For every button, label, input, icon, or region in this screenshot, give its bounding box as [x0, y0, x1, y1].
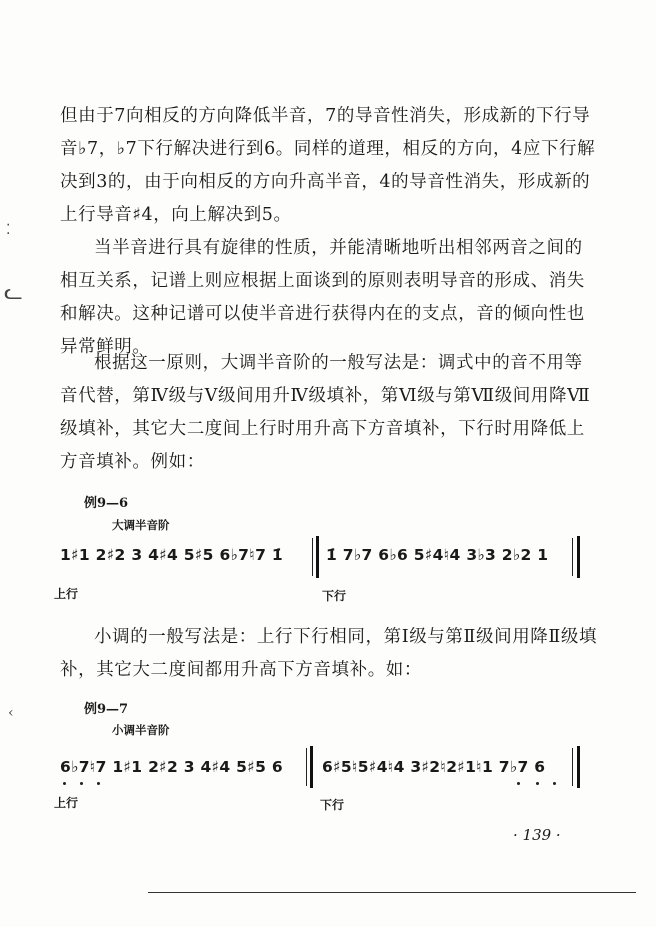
example-2-subtitle: 小调半音阶 — [112, 723, 170, 737]
paragraph-2: 当半音进行具有旋律的性质，并能清晰地听出相邻两音之间的相互关系，记谱上则应根据上面谈到的原则表明导音的形成、消失和解决。这种记谱可以使半音进行获得内在的支点，音的倾向性也异常鲜明。 — [60, 238, 585, 357]
scan-mark: ᓚ — [4, 280, 23, 305]
low-octave-dot — [80, 782, 83, 785]
paragraph-4: 小调的一般写法是：上行下行相同，第Ⅰ级与第Ⅱ级间用降Ⅱ级填补，其它大二度间都用升高下方音填补。如： — [60, 627, 598, 680]
example-1-ascending-notes: 1♯1 2♯2 3 4♯4 5♯5 6♭7♮7 1̇ — [60, 546, 283, 564]
example-2-final-bar-thick — [577, 746, 580, 788]
example-1-double-bar-thin — [312, 538, 313, 576]
example-1-final-bar-thick — [577, 536, 580, 578]
paragraph-1: 但由于7向相反的方向降低半音，7的导音性消失，形成新的下行导音♭7，♭7下行解决进行到6。同样的道理，相反的方向，4应下行解决到3的，由于向相反的方向升高半音，4的导音性消失，形成新的上行导音♯4，向上解决到5。 — [60, 106, 596, 225]
page-number: · 139 · — [513, 826, 561, 844]
low-octave-dot — [517, 782, 520, 785]
example-2-final-bar-thin — [572, 748, 573, 786]
example-1-ascending-label: 上行 — [54, 587, 79, 601]
example-2-ascending-notes: 6♭7♮7 1♯1 2♯2 3 4♯4 5♯5 6 — [60, 758, 283, 776]
example-2-descending-notes: 6♯5♮5♯4♮4 3♯2♮2♯1♮1 7♭7 6 — [322, 758, 546, 776]
low-octave-dot — [63, 782, 66, 785]
example-1-label: 例9—6 — [84, 496, 129, 511]
bottom-rule — [148, 892, 636, 893]
example-2-double-bar-thick — [310, 746, 313, 788]
scan-mark: ⁚ — [6, 222, 11, 238]
example-2-ascending-label: 上行 — [54, 796, 79, 810]
low-octave-dot — [553, 782, 556, 785]
paragraph-3: 根据这一原则，大调半音阶的一般写法是：调式中的音不用等音代替，第Ⅳ级与Ⅴ级间用升Ⅳ级填补，第Ⅵ级与第Ⅶ级间用降Ⅶ级填补，其它大二度间上行时用升高下方音填补，下行时用降低上方音填补。例如： — [60, 353, 591, 472]
example-2-double-bar-thin — [306, 748, 307, 786]
scan-mark: ‹ — [8, 705, 14, 721]
example-1-subtitle: 大调半音阶 — [112, 518, 170, 532]
low-octave-dot — [97, 782, 100, 785]
example-2-label: 例9—7 — [84, 702, 129, 717]
example-1-descending-notes: 1̇ 7♭7 6♭6 5♯4♮4 3♭3 2♭2 1 — [326, 546, 549, 564]
example-1-double-bar-thick — [316, 536, 319, 578]
low-octave-dot — [536, 782, 539, 785]
example-1-descending-label: 下行 — [322, 589, 347, 603]
example-2-descending-label: 下行 — [320, 798, 345, 812]
example-1-final-bar-thin — [572, 538, 573, 576]
